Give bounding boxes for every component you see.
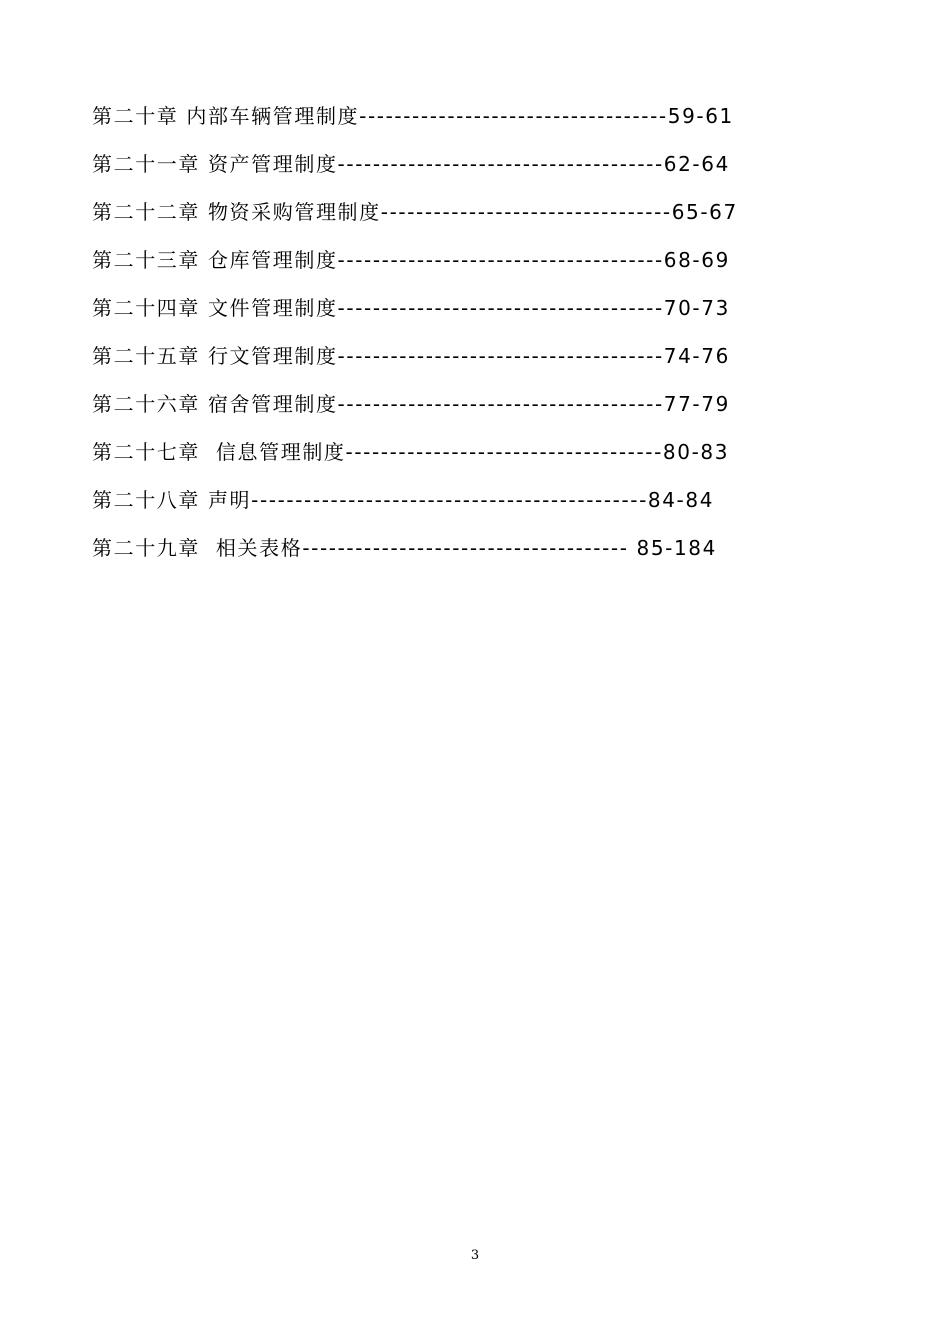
- toc-entry-text: 第二十四章 文件管理制度-------------------------------------70-73: [92, 295, 730, 320]
- toc-entry-text: 第二十七章 信息管理制度------------------------------------80-83: [92, 439, 730, 464]
- page-number: 3: [470, 1248, 480, 1263]
- toc-entry-text: 第二十八章 声明---------------------------------------------84-84: [92, 487, 715, 512]
- toc-entry-chapter-25: [92, 330, 852, 378]
- toc-entry-text: 第二十五章 行文管理制度-------------------------------------74-76: [92, 343, 730, 368]
- toc-entry-chapter-27: [92, 426, 852, 474]
- toc-entry-chapter-24: [92, 282, 852, 330]
- toc-entry-chapter-26: [92, 378, 852, 426]
- toc-entry-text: 第二十一章 资产管理制度-------------------------------------62-64: [92, 151, 730, 176]
- toc-entry-chapter-22: [92, 186, 852, 234]
- toc-entry-chapter-28: [92, 474, 852, 522]
- toc-entry-text: 第二十九章 相关表格------------------------------------- 85-184: [92, 535, 717, 560]
- table-of-contents: [92, 90, 852, 570]
- toc-entry-text: 第二十章 内部车辆管理制度-----------------------------------59-61: [92, 103, 734, 128]
- toc-entry-text: 第二十三章 仓库管理制度-------------------------------------68-69: [92, 247, 730, 272]
- toc-entry-chapter-21: [92, 138, 852, 186]
- toc-entry-text: 第二十二章 物资采购管理制度---------------------------------65-67: [92, 199, 738, 224]
- toc-entry-chapter-20: [92, 90, 852, 138]
- toc-entry-chapter-23: [92, 234, 852, 282]
- toc-entry-text: 第二十六章 宿舍管理制度-------------------------------------77-79: [92, 391, 730, 416]
- toc-entry-chapter-29: [92, 522, 852, 570]
